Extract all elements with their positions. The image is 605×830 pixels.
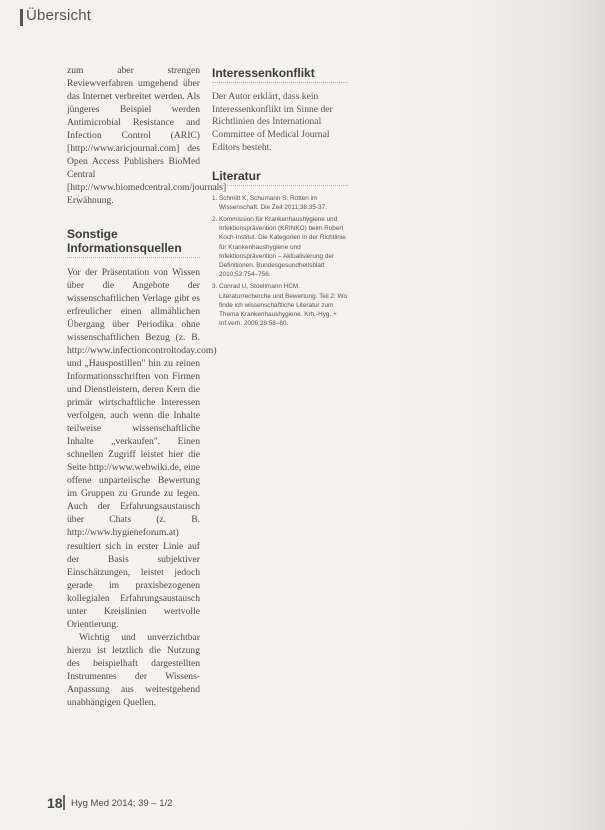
section-divider (67, 257, 200, 258)
section-title-literature: Literatur (212, 168, 261, 183)
section-title-conflict: Interessenkonflikt (212, 66, 315, 80)
reference-text: Kommission für Krankenhaushygiene und Infektionsprävention (KRINKO) beim Robert Koch-Institut. Die Kategorien in der Richtlinie für Krankenhaushygiene und Infektionsprävention – Aktualisierung der Definitionen. Bundesgesundheitsblatt 2010;53:754–756. (219, 215, 346, 279)
header-rule (20, 9, 23, 26)
page-edge-shadow (565, 0, 605, 830)
reference-text: Conrad U, Stoellmann HCM. Literaturrecherche und Bewertung. Teil 2: Wo finde ich wissenschaftliche Literatur zum Thema Krankenhaushygiene. Krh.-Hyg. + Inf.verh. 2006;28:58–60. (219, 283, 348, 328)
reference-item (212, 282, 348, 328)
sources-paragraph-1: Vor der Präsentation von Wissen über die Angebote der wissenschaftlichen Verlage gibt es erfreulicher einen allmählichen Übergang über Periodika ohne wissenschaftlichen Bezug (z. B. http://www.infectioncontroltoday.com) und „Hauspostillen" hin zu reinen Informationsschriften von Firmen und Dienstleistern, deren Kern die primär wirtschaftliche Interessen verfolgen, auch wenn die Inhalte teilweise wissenschaftliche Inhalte „verkaufen". Einen schnellen Zugriff leistet hier die Seite http://www.webwiki.de, eine offene unparteiische Bewertung im Gruppen zu Grunde zu legen. Auch der Erfahrungsaustausch über Chats (z. B. http://www.hygieneforum.at) resultiert sich in erster Linie auf der Basis subjektiver Einschätzungen, leistet jedoch gerade im praxisbezogenen kollegialen Erfahrungsaustausch unter Kreislinien wertvolle Orientierung. (67, 266, 217, 630)
conflict-text: Der Autor erklärt, dass kein Interessenkonflikt im Sinne der Richtlinien des International Committee of Medical Journal Editors besteht. (212, 91, 333, 153)
reference-list (212, 194, 348, 329)
intro-paragraph: zum aber strengen Reviewverfahren umgehend über das Internet verbreitet werden. Als jüngeres Beispiel werden Antimicrobial Resistance and Infection Control (ARIC) [http://www.aricjournal.com] des Open Access Publishers BioMed Central [http://www.biomedcentral.com/journals] Erwähnung. (67, 65, 227, 207)
section-title-sources: Sonstige Informationsquellen (67, 226, 182, 255)
conflict-divider (212, 82, 348, 83)
reference-number: 2. (212, 215, 218, 223)
journal-citation: Hyg Med 2014; 39 – 1/2 (71, 798, 173, 809)
section-header: Übersicht (26, 7, 92, 24)
footer-rule (63, 795, 65, 810)
reference-item (212, 215, 348, 279)
right-column (212, 66, 348, 331)
sources-paragraph-2: Wichtig und unverzichtbar hierzu ist letztlich die Nutzung des beispielhaft dargestellten Instrumentes der Wissens-Anpassung aus weitestgehend unabhängigen Quellen. (67, 631, 200, 709)
literature-divider (212, 185, 348, 186)
page-number: 18 (47, 795, 63, 811)
reference-number: 1. (212, 194, 218, 202)
reference-number: 3. (212, 283, 218, 291)
reference-text: Schmitt K, Schumann S. Rotten im Wissenschaft. Die Zeit 2011;38:35-37. (219, 194, 327, 211)
reference-item (212, 194, 348, 212)
left-column (67, 64, 227, 709)
